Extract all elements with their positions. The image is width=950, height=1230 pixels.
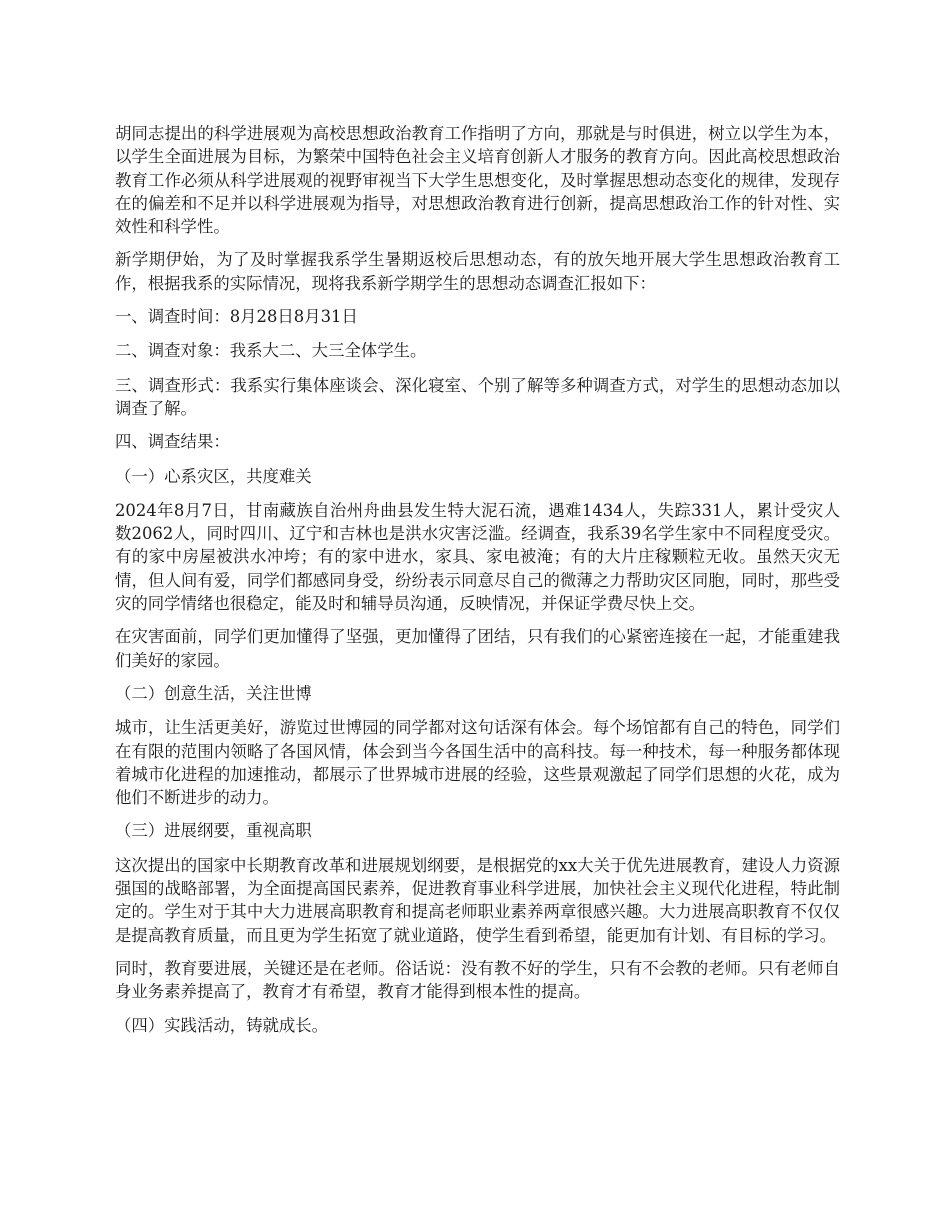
paragraph-intro: 胡同志提出的科学进展观为高校思想政治教育工作指明了方向，那就是与时俱进，树立以学生为本，以学生全面进展为目标，为繁荣中国特色社会主义培育创新人才服务的教育方向。因此高校思想政治教育工作必须从科学进展观的视野审视当下大学生思想变化，及时掌握思想动态变化的规律，发现存在的偏差和不足并以科学进展观为指导，对思想政治教育进行创新，提高思想政治工作的针对性、实效性和科学性。 (115, 124, 840, 237)
subsection-heading-2: （二）创意生活，关注世博 (115, 683, 312, 703)
section-survey-time: 一、调查时间：8月28日8月31日 (115, 307, 358, 327)
subsection-heading-1: （一）心系灾区，共度难关 (115, 466, 312, 486)
paragraph-education-plan: 这次提出的国家中长期教育改革和进展规划纲要，是根据党的xx大关于优先进展教育，建设人力资源强国的战略部署，为全面提高国民素养，促进教育事业科学进展，加快社会主义现代化进程，特此制定的。学生对于其中大力进展高职教育和提高老师职业素养两章很感兴趣。大力进展高职教育不仅仅是提高教育质量，而且更为学生拓宽了就业道路，使学生看到希望，能更加有计划、有目标的学习。 (115, 855, 840, 945)
subsection-heading-4: （四）实践活动，铸就成长。 (115, 1015, 329, 1035)
paragraph-expo: 城市，让生活更美好，游览过世博园的同学都对这句话深有体会。每个场馆都有自己的特色，同学们在有限的范围内领略了各国风情，体会到当今各国生活中的高科技。每一种技术，每一种服务都体现着城市化进程的加速推动，都展示了世界城市进展的经验，这些景观激起了同学们思想的火花，成为他们不断进步的动力。 (115, 718, 840, 808)
section-survey-form: 三、调查形式：我系实行集体座谈会、深化寝室、个别了解等多种调查方式，对学生的思想动态加以调查了解。 (115, 375, 840, 418)
subsection-heading-3: （三）进展纲要，重视高职 (115, 821, 312, 841)
document-body (115, 122, 840, 1048)
section-survey-results: 四、调查结果： (115, 432, 230, 452)
paragraph-disaster: 2024年8月7日，甘南藏族自治州舟曲县发生特大泥石流，遇难1434人，失踪331人，累计受灾人数2062人，同时四川、辽宁和吉林也是洪水灾害泛滥。经调查，我系39名学生家中不同程度受灾。有的家中房屋被洪水冲垮；有的家中进水，家具、家电被淹；有的大片庄稼颗粒无收。虽然天灾无情，但人间有爱，同学们都感同身受，纷纷表示同意尽自己的微薄之力帮助灾区同胞，同时，那些受灾的同学情绪也很稳定，能及时和辅导员沟通，反映情况，并保证学费尽快上交。 (115, 500, 840, 614)
section-survey-target: 二、调查对象：我系大二、大三全体学生。 (115, 341, 427, 361)
paragraph-disaster-summary: 在灾害面前，同学们更加懂得了坚强，更加懂得了团结，只有我们的心紧密连接在一起，才能重建我们美好的家园。 (115, 627, 840, 670)
paragraph-teachers: 同时，教育要进展，关键还是在老师。俗话说：没有教不好的学生，只有不会教的老师。只有老师自身业务素养提高了，教育才有希望，教育才能得到根本性的提高。 (115, 958, 840, 1002)
paragraph-purpose: 新学期伊始，为了及时掌握我系学生暑期返校后思想动态，有的放矢地开展大学生思想政治教育工作，根据我系的实际情况，现将我系新学期学生的思想动态调查汇报如下： (115, 250, 840, 293)
